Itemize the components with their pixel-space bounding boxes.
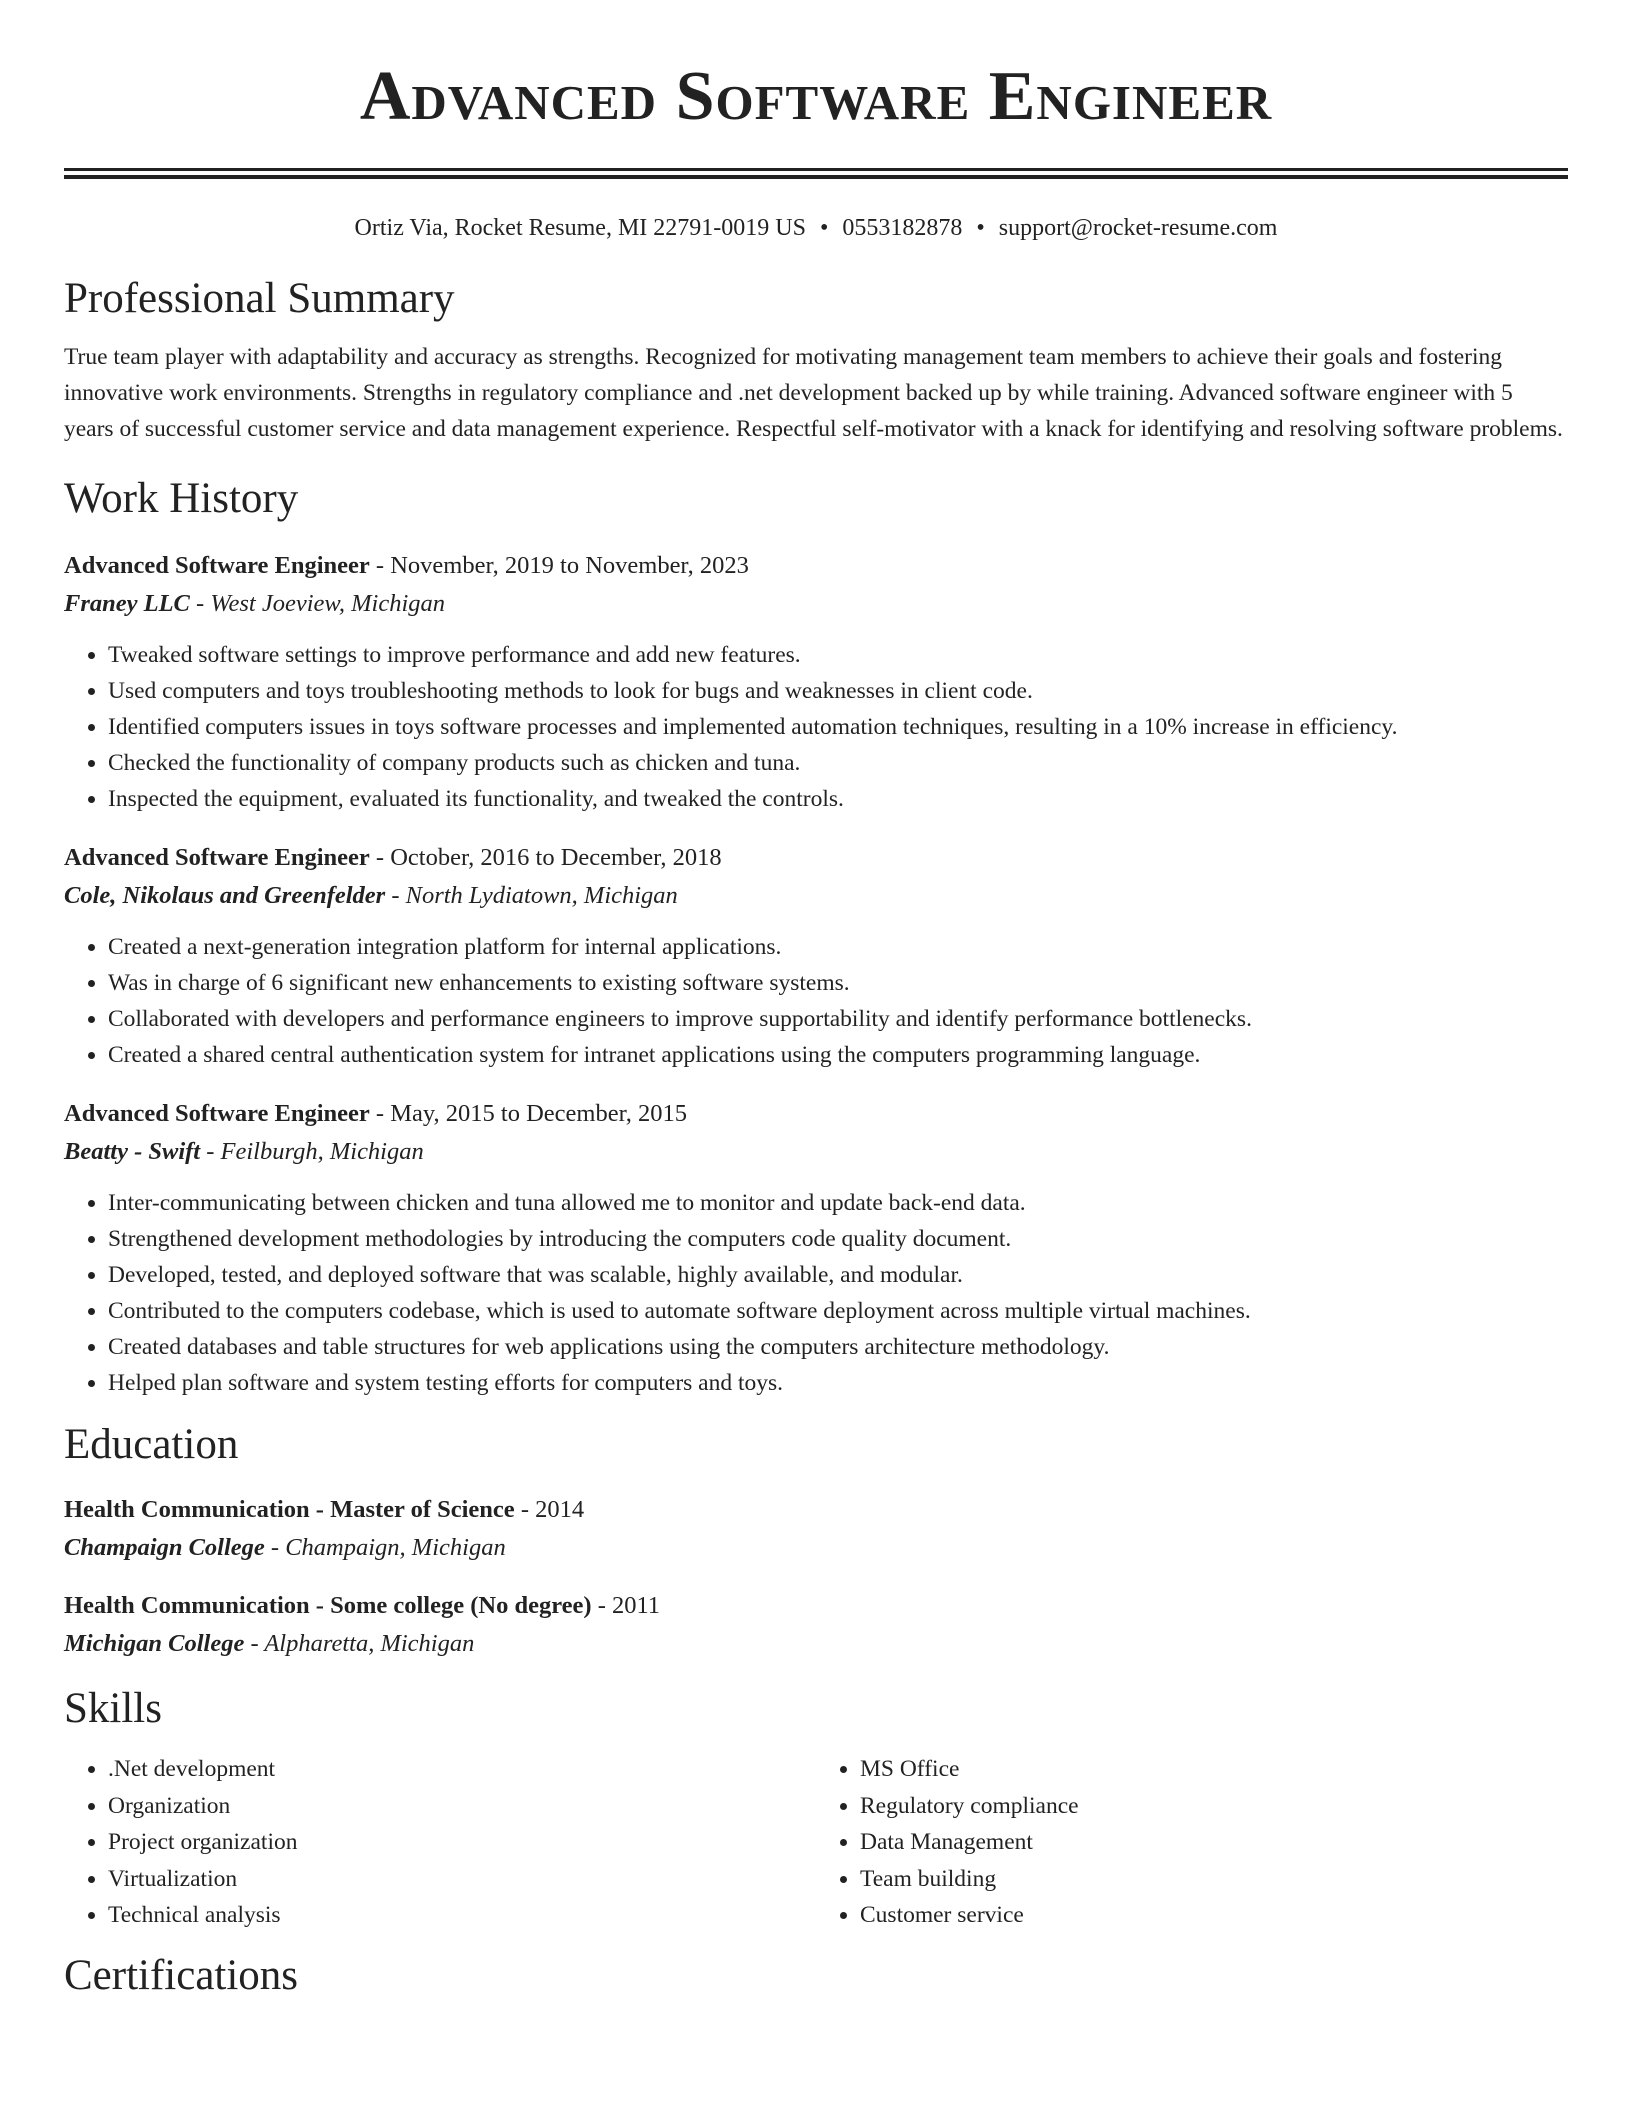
list-item: • Team building (860, 1861, 1568, 1898)
title-divider (64, 168, 1568, 179)
job-role-line (64, 839, 1568, 877)
education-school: Champaign College (64, 1534, 265, 1561)
list-item: • Used computers and toys troubleshooting methods to look for bugs and weaknesses in client code. (108, 673, 1568, 709)
list-item: • Checked the functionality of company products such as chicken and tuna. (108, 745, 1568, 781)
job-location: - North Lydiatown, Michigan (385, 882, 678, 909)
skills-list (64, 1751, 1568, 1934)
job-company: Franey LLC (64, 590, 190, 617)
list-item: • Regulatory compliance (860, 1788, 1568, 1825)
contact-email: support@rocket-resume.com (998, 215, 1278, 241)
list-item: • Developed, tested, and deployed software that was scalable, highly available, and modular. (108, 1257, 1568, 1293)
job-dates: - May, 2015 to December, 2015 (369, 1100, 688, 1127)
education-entry (64, 1491, 1568, 1567)
list-item: • Technical analysis (108, 1897, 816, 1934)
job-company-line (64, 877, 1568, 915)
job-bullets (64, 637, 1568, 817)
contact-address: Ortiz Via, Rocket Resume, MI 22791-0019 US (354, 215, 806, 241)
section-heading-work: Work History (64, 475, 299, 522)
education-degree: Health Communication - Some college (No degree) (64, 1592, 592, 1619)
list-item: • Project organization (108, 1824, 816, 1861)
education-year: - 2014 (514, 1496, 585, 1523)
section-heading-skills: Skills (64, 1685, 162, 1732)
job-bullets (64, 1185, 1568, 1401)
job-title: Advanced Software Engineer (64, 1100, 370, 1127)
list-item: • Inspected the equipment, evaluated its functionality, and tweaked the controls. (108, 781, 1568, 817)
section-heading-certifications: Certifications (64, 1951, 299, 1999)
education-degree: Health Communication - Master of Science (64, 1496, 515, 1523)
section-heading-education: Education (64, 1421, 239, 1468)
list-item: • Virtualization (108, 1861, 816, 1898)
contact-separator: • (819, 215, 829, 241)
list-item: • Helped plan software and system testing efforts for computers and toys. (108, 1365, 1568, 1401)
education-entry (64, 1587, 1568, 1663)
list-item: • Collaborated with developers and performance engineers to improve supportability and identify performance bottlenecks. (108, 1001, 1568, 1037)
contact-line (64, 213, 1568, 243)
education-location: - Alpharetta, Michigan (244, 1630, 475, 1657)
list-item: • Created a shared central authentication system for intranet applications using the computers programming language. (108, 1037, 1568, 1073)
list-item: • Organization (108, 1788, 816, 1825)
contact-phone: 0553182878 (842, 215, 963, 241)
contact-separator: • (976, 215, 985, 241)
list-item: • Inter-communicating between chicken and tuna allowed me to monitor and update back-end data. (108, 1185, 1568, 1221)
job-role-line (64, 547, 1568, 585)
job-title: Advanced Software Engineer (64, 552, 370, 579)
education-school: Michigan College (64, 1630, 245, 1657)
job-location: - West Joeview, Michigan (189, 590, 446, 617)
job-entry (64, 547, 1568, 817)
job-location: - Feilburgh, Michigan (200, 1138, 424, 1165)
list-item: • Contributed to the computers codebase, which is used to automate software deployment across multiple virtual machines. (108, 1293, 1568, 1329)
job-entry (64, 839, 1568, 1073)
list-item: • Strengthened development methodologies by introducing the computers code quality document. (108, 1221, 1568, 1257)
job-role-line (64, 1095, 1568, 1133)
list-item: • Created a next-generation integration platform for internal applications. (108, 929, 1568, 965)
list-item: • Identified computers issues in toys software processes and implemented automation techniques, resulting in a 10% increase in efficiency. (108, 709, 1568, 745)
job-company-line (64, 1133, 1568, 1171)
job-bullets (64, 929, 1568, 1073)
education-school-line (64, 1529, 1568, 1567)
list-item: • MS Office (860, 1751, 1568, 1788)
job-dates: - November, 2019 to November, 2023 (369, 552, 749, 579)
skills-column-left (64, 1751, 816, 1934)
education-degree-line (64, 1491, 1568, 1529)
list-item: • Created databases and table structures for web applications using the computers architecture methodology. (108, 1329, 1568, 1365)
job-title: Advanced Software Engineer (64, 844, 370, 871)
job-dates: - October, 2016 to December, 2018 (369, 844, 722, 871)
job-company: Cole, Nikolaus and Greenfelder (64, 882, 386, 909)
education-degree-line (64, 1587, 1568, 1625)
list-item: • Tweaked software settings to improve performance and add new features. (108, 637, 1568, 673)
list-item: • Customer service (860, 1897, 1568, 1934)
skills-column-right (816, 1751, 1568, 1934)
list-item: • Data Management (860, 1824, 1568, 1861)
education-school-line (64, 1625, 1568, 1663)
list-item: • Was in charge of 6 significant new enhancements to existing software systems. (108, 965, 1568, 1001)
job-company-line (64, 585, 1568, 623)
job-company: Beatty - Swift (64, 1138, 201, 1165)
resume-title: Advanced Software Engineer (359, 58, 1273, 135)
education-location: - Champaign, Michigan (264, 1534, 506, 1561)
job-entry (64, 1095, 1568, 1401)
section-heading-summary: Professional Summary (64, 275, 455, 322)
list-item: • .Net development (108, 1751, 816, 1788)
education-year: - 2011 (591, 1592, 661, 1619)
summary-text: True team player with adaptability and accuracy as strengths. Recognized for motivating management team members to achieve their goals and fostering innovative work environments. Strengths in regulatory compliance and .net development backed up by while training. Advanced software engineer with 5 years of successful customer service and data management experience. Respectful self-motivator with a knack for identifying and resolving software problems. (64, 344, 1563, 442)
